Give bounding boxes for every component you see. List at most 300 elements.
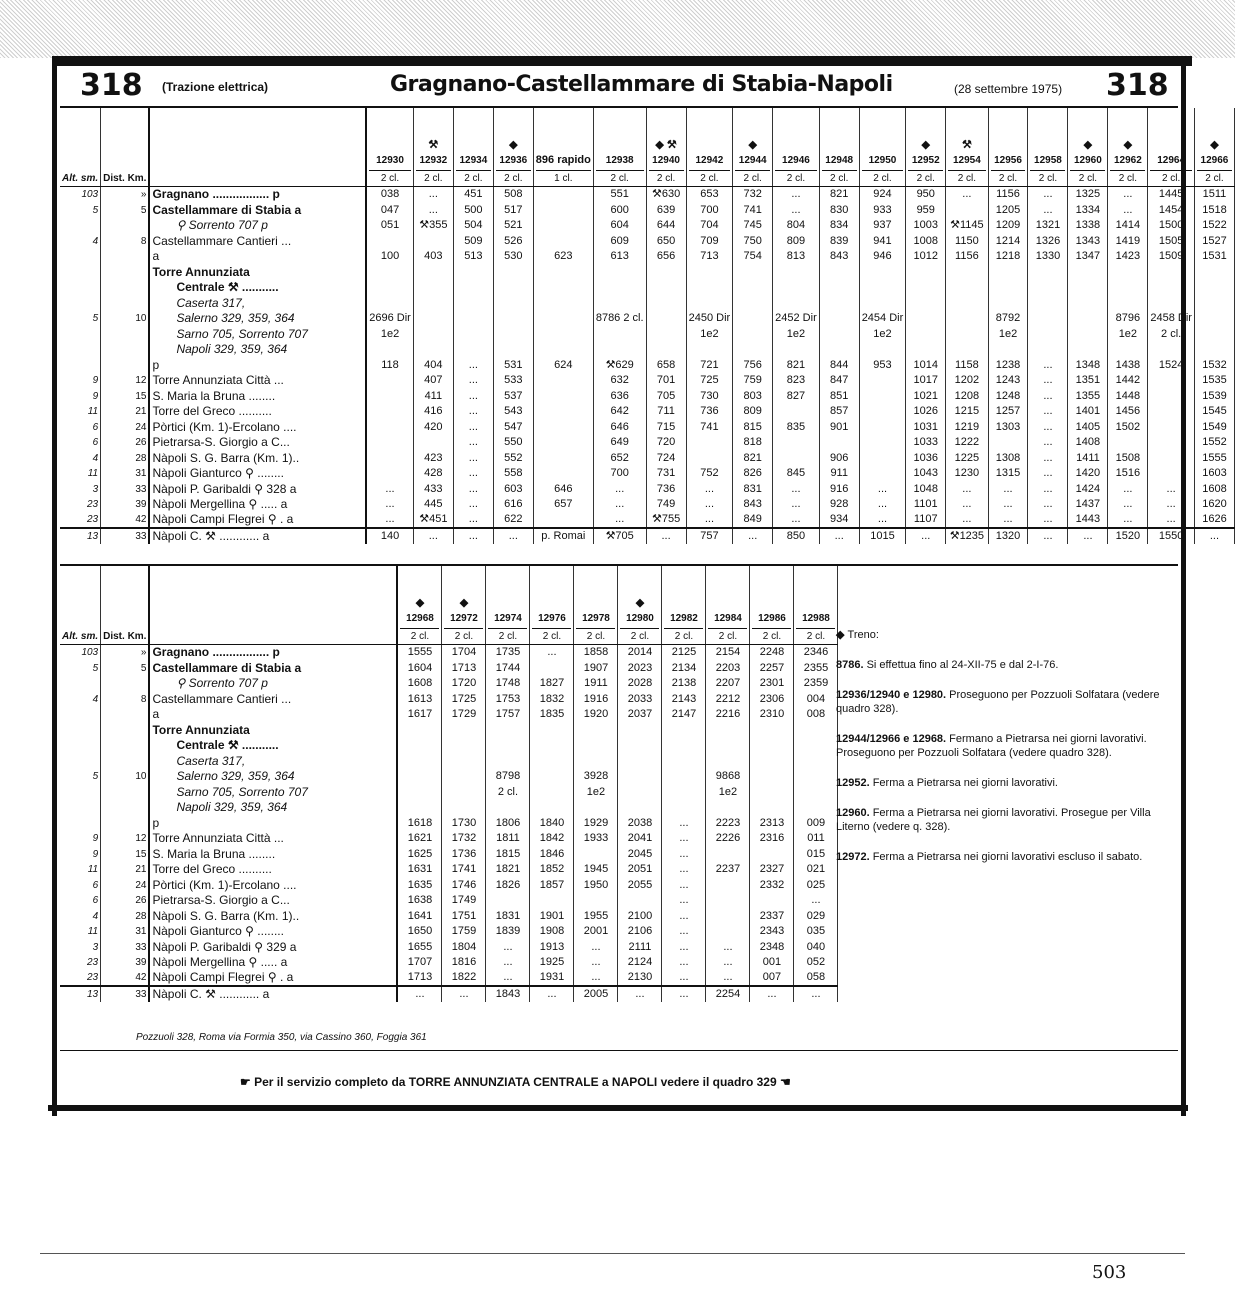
- time-cell: [773, 264, 820, 280]
- station-name: Gragnano ................. p: [149, 645, 397, 661]
- time-cell: [773, 295, 820, 311]
- time-cell: 1826: [486, 877, 530, 893]
- time-cell: 928: [819, 497, 859, 513]
- time-cell: [706, 846, 750, 862]
- altitude: 23: [60, 970, 101, 986]
- time-cell: 2452 Dir: [773, 311, 820, 327]
- time-cell: [706, 908, 750, 924]
- time-cell: 1014: [906, 357, 946, 373]
- time-cell: [1148, 419, 1195, 435]
- time-cell: 632: [593, 373, 646, 389]
- time-cell: [646, 311, 686, 327]
- train-number: 12962: [1113, 155, 1142, 166]
- time-cell: 2051: [618, 862, 662, 878]
- time-cell: 2138: [662, 676, 706, 692]
- time-cell: [533, 264, 593, 280]
- time-cell: [618, 800, 662, 816]
- time-cell: ...: [453, 419, 493, 435]
- distance: [101, 707, 150, 723]
- time-cell: 1621: [397, 831, 442, 847]
- time-cell: [1068, 311, 1108, 327]
- time-cell: 711: [646, 404, 686, 420]
- time-cell: ⚒705: [593, 528, 646, 544]
- time-cell: [493, 264, 533, 280]
- time-cell: ...: [988, 481, 1028, 497]
- time-cell: 407: [413, 373, 453, 389]
- time-cell: [533, 311, 593, 327]
- time-cell: ...: [486, 955, 530, 971]
- time-cell: 1347: [1068, 249, 1108, 265]
- time-cell: [819, 264, 859, 280]
- time-cell: 1156: [946, 249, 988, 265]
- time-cell: [646, 264, 686, 280]
- time-cell: [533, 466, 593, 482]
- train-column-head: [442, 566, 486, 645]
- train-column-head: [366, 108, 413, 187]
- table-row: [60, 295, 1235, 311]
- time-cell: 756: [733, 357, 773, 373]
- altitude: [60, 753, 101, 769]
- distance: 10: [101, 769, 150, 785]
- time-cell: [859, 342, 906, 358]
- time-cell: [686, 264, 733, 280]
- distance: 33: [101, 528, 150, 544]
- train-class: 2 cl.: [400, 628, 439, 644]
- page-number: 503: [1092, 1262, 1127, 1283]
- time-cell: ...: [493, 528, 533, 544]
- time-cell: [493, 326, 533, 342]
- time-cell: 901: [819, 419, 859, 435]
- time-cell: 721: [686, 357, 733, 373]
- time-cell: [750, 846, 794, 862]
- time-cell: 844: [819, 357, 859, 373]
- distance: 42: [101, 970, 150, 986]
- time-cell: [859, 450, 906, 466]
- time-cell: 1e2: [773, 326, 820, 342]
- time-cell: 2327: [750, 862, 794, 878]
- time-cell: 1158: [946, 357, 988, 373]
- time-cell: 1852: [530, 862, 574, 878]
- time-cell: 2348: [750, 939, 794, 955]
- time-cell: [1108, 295, 1148, 311]
- time-cell: [773, 435, 820, 451]
- time-cell: [533, 419, 593, 435]
- time-cell: 1753: [486, 691, 530, 707]
- train-class: 2 cl.: [416, 170, 451, 186]
- time-cell: [397, 738, 442, 754]
- station-name: p: [149, 815, 397, 831]
- time-cell: 1535: [1194, 373, 1234, 389]
- time-cell: 1729: [442, 707, 486, 723]
- time-cell: ...: [366, 481, 413, 497]
- station-name: Castellammare Cantieri ...: [149, 233, 366, 249]
- train-column-head: [706, 566, 750, 645]
- time-cell: 2306: [750, 691, 794, 707]
- time-cell: 531: [493, 357, 533, 373]
- table-row: [60, 924, 838, 940]
- time-cell: [1148, 264, 1195, 280]
- time-cell: [366, 233, 413, 249]
- train-number: 12942: [695, 155, 724, 166]
- time-cell: 1625: [397, 846, 442, 862]
- time-cell: ⚒629: [593, 357, 646, 373]
- time-cell: 818: [733, 435, 773, 451]
- time-cell: 649: [593, 435, 646, 451]
- time-cell: [646, 342, 686, 358]
- station-name: Pòrtici (Km. 1)-Ercolano ....: [149, 419, 366, 435]
- time-cell: 1920: [574, 707, 618, 723]
- time-cell: 1713: [397, 970, 442, 986]
- table-row: [60, 986, 838, 1002]
- time-cell: [733, 326, 773, 342]
- time-cell: 1840: [530, 815, 574, 831]
- time-cell: [530, 784, 574, 800]
- time-cell: 745: [733, 218, 773, 234]
- time-cell: ...: [366, 512, 413, 528]
- time-cell: 623: [533, 249, 593, 265]
- altitude: 4: [60, 233, 101, 249]
- altitude: 11: [60, 862, 101, 878]
- time-cell: 736: [646, 481, 686, 497]
- time-cell: [859, 435, 906, 451]
- time-cell: 821: [733, 450, 773, 466]
- altitude: 23: [60, 955, 101, 971]
- train-column-head: [906, 108, 946, 187]
- time-cell: 1205: [988, 202, 1028, 218]
- altitude: 13: [60, 528, 101, 544]
- time-cell: 1355: [1068, 388, 1108, 404]
- train-class: 2 cl.: [796, 628, 835, 644]
- note-item: [836, 776, 1166, 790]
- time-cell: 2254: [706, 986, 750, 1002]
- subtitle: (Trazione elettrica): [162, 80, 269, 94]
- time-cell: 839: [819, 233, 859, 249]
- station-name: Salerno 329, 359, 364: [149, 769, 397, 785]
- time-cell: 1550: [1148, 528, 1195, 544]
- time-cell: 1552: [1194, 435, 1234, 451]
- time-cell: ...: [662, 862, 706, 878]
- time-cell: [533, 373, 593, 389]
- time-cell: 1424: [1068, 481, 1108, 497]
- station-name: Torre Annunziata: [149, 722, 397, 738]
- alt-heading: Alt. sm.: [60, 108, 101, 187]
- time-cell: [442, 738, 486, 754]
- station-name: Castellammare di Stabia a: [149, 202, 366, 218]
- time-cell: 1218: [988, 249, 1028, 265]
- time-cell: [1194, 311, 1234, 327]
- time-cell: 1925: [530, 955, 574, 971]
- time-cell: 1618: [397, 815, 442, 831]
- altitude: 9: [60, 846, 101, 862]
- train-class: 2 cl.: [948, 170, 985, 186]
- time-cell: 1626: [1194, 512, 1234, 528]
- time-cell: 1215: [946, 404, 988, 420]
- time-cell: [533, 435, 593, 451]
- time-cell: [662, 722, 706, 738]
- table-number-left: 318: [80, 68, 143, 103]
- time-cell: [750, 800, 794, 816]
- time-cell: 011: [794, 831, 838, 847]
- time-cell: 1916: [574, 691, 618, 707]
- train-column-head: [1028, 108, 1068, 187]
- distance: 39: [101, 955, 150, 971]
- station-name: Nàpoli Gianturco ⚲ ........: [149, 924, 397, 940]
- time-cell: 639: [646, 202, 686, 218]
- time-cell: [686, 295, 733, 311]
- time-cell: [1028, 280, 1068, 296]
- distance: 8: [101, 691, 150, 707]
- time-cell: ...: [686, 512, 733, 528]
- time-cell: 423: [413, 450, 453, 466]
- time-cell: [706, 800, 750, 816]
- train-class: 2 cl.: [1110, 170, 1145, 186]
- time-cell: [946, 342, 988, 358]
- time-cell: ...: [662, 846, 706, 862]
- station-name: Nàpoli Campi Flegrei ⚲ . a: [149, 512, 366, 528]
- time-cell: 1516: [1108, 466, 1148, 482]
- time-cell: 2343: [750, 924, 794, 940]
- note-item: [836, 628, 1166, 642]
- time-cell: 709: [686, 233, 733, 249]
- time-cell: 1208: [946, 388, 988, 404]
- time-cell: 1655: [397, 939, 442, 955]
- time-cell: ...: [1108, 202, 1148, 218]
- time-cell: ⚒1145: [946, 218, 988, 234]
- station-name: Torre Annunziata: [149, 264, 366, 280]
- time-cell: 725: [686, 373, 733, 389]
- time-cell: 403: [413, 249, 453, 265]
- train-number: 12988: [802, 613, 830, 624]
- time-cell: 1531: [1194, 249, 1234, 265]
- train-class: 2 cl.: [708, 628, 747, 644]
- time-cell: [533, 342, 593, 358]
- station-name: p: [149, 357, 366, 373]
- time-cell: 1238: [988, 357, 1028, 373]
- time-cell: 652: [593, 450, 646, 466]
- time-cell: 1156: [988, 187, 1028, 203]
- time-cell: [1108, 280, 1148, 296]
- station-name: S. Maria la Bruna ........: [149, 388, 366, 404]
- train-number: 12966: [1200, 155, 1229, 166]
- time-cell: 604: [593, 218, 646, 234]
- distance: »: [101, 645, 150, 661]
- note-text: Ferma a Pietrarsa nei giorni lavorativi. Prosegue per Villa Literno (vedere q. 328).: [836, 807, 1151, 833]
- time-cell: 1811: [486, 831, 530, 847]
- altitude: 23: [60, 497, 101, 513]
- time-cell: 1908: [530, 924, 574, 940]
- table-row: [60, 722, 838, 738]
- time-cell: 2154: [706, 645, 750, 661]
- time-cell: [366, 342, 413, 358]
- time-cell: 2106: [618, 924, 662, 940]
- time-cell: ...: [1028, 450, 1068, 466]
- time-cell: [706, 893, 750, 909]
- altitude: 6: [60, 893, 101, 909]
- time-cell: 1744: [486, 660, 530, 676]
- time-cell: 2332: [750, 877, 794, 893]
- time-cell: 934: [819, 512, 859, 528]
- time-cell: [946, 264, 988, 280]
- time-cell: [733, 295, 773, 311]
- train-mark: ◆: [921, 139, 930, 151]
- time-cell: [493, 295, 533, 311]
- time-cell: [1028, 295, 1068, 311]
- time-cell: 1945: [574, 862, 618, 878]
- time-cell: 1214: [988, 233, 1028, 249]
- time-cell: [442, 784, 486, 800]
- train-column-head: [397, 566, 442, 645]
- time-cell: 1351: [1068, 373, 1108, 389]
- train-column-head: [988, 108, 1028, 187]
- time-cell: [493, 311, 533, 327]
- time-cell: [1068, 342, 1108, 358]
- time-cell: 1437: [1068, 497, 1108, 513]
- time-cell: 1219: [946, 419, 988, 435]
- altitude: [60, 815, 101, 831]
- time-cell: 835: [773, 419, 820, 435]
- time-cell: [1068, 295, 1108, 311]
- time-cell: 008: [794, 707, 838, 723]
- time-cell: 1209: [988, 218, 1028, 234]
- train-number: 12978: [582, 613, 610, 624]
- altitude: 3: [60, 481, 101, 497]
- time-cell: 1746: [442, 877, 486, 893]
- time-cell: [618, 769, 662, 785]
- distance: 24: [101, 419, 150, 435]
- time-cell: 1442: [1108, 373, 1148, 389]
- time-cell: 140: [366, 528, 413, 544]
- station-name: Castellammare Cantieri ...: [149, 691, 397, 707]
- time-cell: [530, 738, 574, 754]
- train-class: 2 cl.: [1150, 170, 1192, 186]
- time-cell: 1650: [397, 924, 442, 940]
- time-cell: [859, 264, 906, 280]
- altitude: 103: [60, 645, 101, 661]
- time-cell: 857: [819, 404, 859, 420]
- time-cell: 1804: [442, 939, 486, 955]
- time-cell: 504: [453, 218, 493, 234]
- time-cell: ...: [946, 512, 988, 528]
- station-name: ⚲ Sorrento 707 p: [149, 676, 397, 692]
- time-cell: 1017: [906, 373, 946, 389]
- time-cell: [366, 419, 413, 435]
- time-cell: [533, 187, 593, 203]
- train-column-head: [750, 566, 794, 645]
- time-cell: 2450 Dir: [686, 311, 733, 327]
- table-row: [60, 862, 838, 878]
- train-number: 12982: [670, 613, 698, 624]
- time-cell: ...: [1028, 419, 1068, 435]
- time-cell: [988, 342, 1028, 358]
- altitude: [60, 280, 101, 296]
- time-cell: 705: [646, 388, 686, 404]
- station-name: Castellammare di Stabia a: [149, 660, 397, 676]
- time-cell: 547: [493, 419, 533, 435]
- time-cell: ...: [593, 497, 646, 513]
- time-cell: 052: [794, 955, 838, 971]
- table-row: [60, 831, 838, 847]
- time-cell: ...: [1194, 528, 1234, 544]
- time-cell: [1194, 280, 1234, 296]
- time-cell: 2125: [662, 645, 706, 661]
- time-cell: [1028, 342, 1068, 358]
- time-cell: ...: [662, 893, 706, 909]
- time-cell: [686, 280, 733, 296]
- time-cell: [819, 435, 859, 451]
- distance: [101, 326, 150, 342]
- time-cell: 1448: [1108, 388, 1148, 404]
- time-cell: [574, 800, 618, 816]
- time-cell: [574, 722, 618, 738]
- time-cell: 1454: [1148, 202, 1195, 218]
- time-cell: 1549: [1194, 419, 1234, 435]
- time-cell: [366, 280, 413, 296]
- time-cell: ...: [794, 893, 838, 909]
- time-cell: [533, 450, 593, 466]
- time-cell: 656: [646, 249, 686, 265]
- time-cell: 1835: [530, 707, 574, 723]
- time-cell: [533, 280, 593, 296]
- time-cell: 8792: [988, 311, 1028, 327]
- time-cell: [1068, 326, 1108, 342]
- time-cell: ...: [773, 187, 820, 203]
- time-cell: 1631: [397, 862, 442, 878]
- time-cell: 1338: [1068, 218, 1108, 234]
- train-header-row: [60, 566, 838, 645]
- time-cell: 2226: [706, 831, 750, 847]
- time-cell: 1620: [1194, 497, 1234, 513]
- time-cell: 941: [859, 233, 906, 249]
- time-cell: 843: [819, 249, 859, 265]
- time-cell: 1822: [442, 970, 486, 986]
- time-cell: [906, 326, 946, 342]
- train-number: 12940: [652, 155, 680, 166]
- time-cell: 2223: [706, 815, 750, 831]
- time-cell: 1846: [530, 846, 574, 862]
- time-cell: ...: [593, 512, 646, 528]
- time-cell: ...: [706, 970, 750, 986]
- time-cell: 009: [794, 815, 838, 831]
- table-row: [60, 249, 1235, 265]
- time-cell: [574, 846, 618, 862]
- time-cell: 700: [686, 202, 733, 218]
- train-column-head: [819, 108, 859, 187]
- time-cell: 730: [686, 388, 733, 404]
- time-cell: [1194, 295, 1234, 311]
- time-cell: [750, 769, 794, 785]
- time-cell: 736: [686, 404, 733, 420]
- time-cell: [493, 280, 533, 296]
- station-name: Nàpoli Mergellina ⚲ ..... a: [149, 955, 397, 971]
- time-cell: [618, 753, 662, 769]
- table-row: [60, 846, 838, 862]
- train-class: 2 cl.: [991, 170, 1026, 186]
- time-cell: ...: [662, 924, 706, 940]
- time-cell: 1509: [1148, 249, 1195, 265]
- time-cell: [906, 311, 946, 327]
- time-cell: [1148, 450, 1195, 466]
- time-cell: 411: [413, 388, 453, 404]
- time-cell: 1821: [486, 862, 530, 878]
- time-cell: 924: [859, 187, 906, 203]
- time-cell: ...: [946, 187, 988, 203]
- table-row: [60, 528, 1235, 544]
- time-cell: 1831: [486, 908, 530, 924]
- note-item: [836, 732, 1166, 760]
- distance: »: [101, 187, 150, 203]
- time-cell: 624: [533, 357, 593, 373]
- train-column-head: [453, 108, 493, 187]
